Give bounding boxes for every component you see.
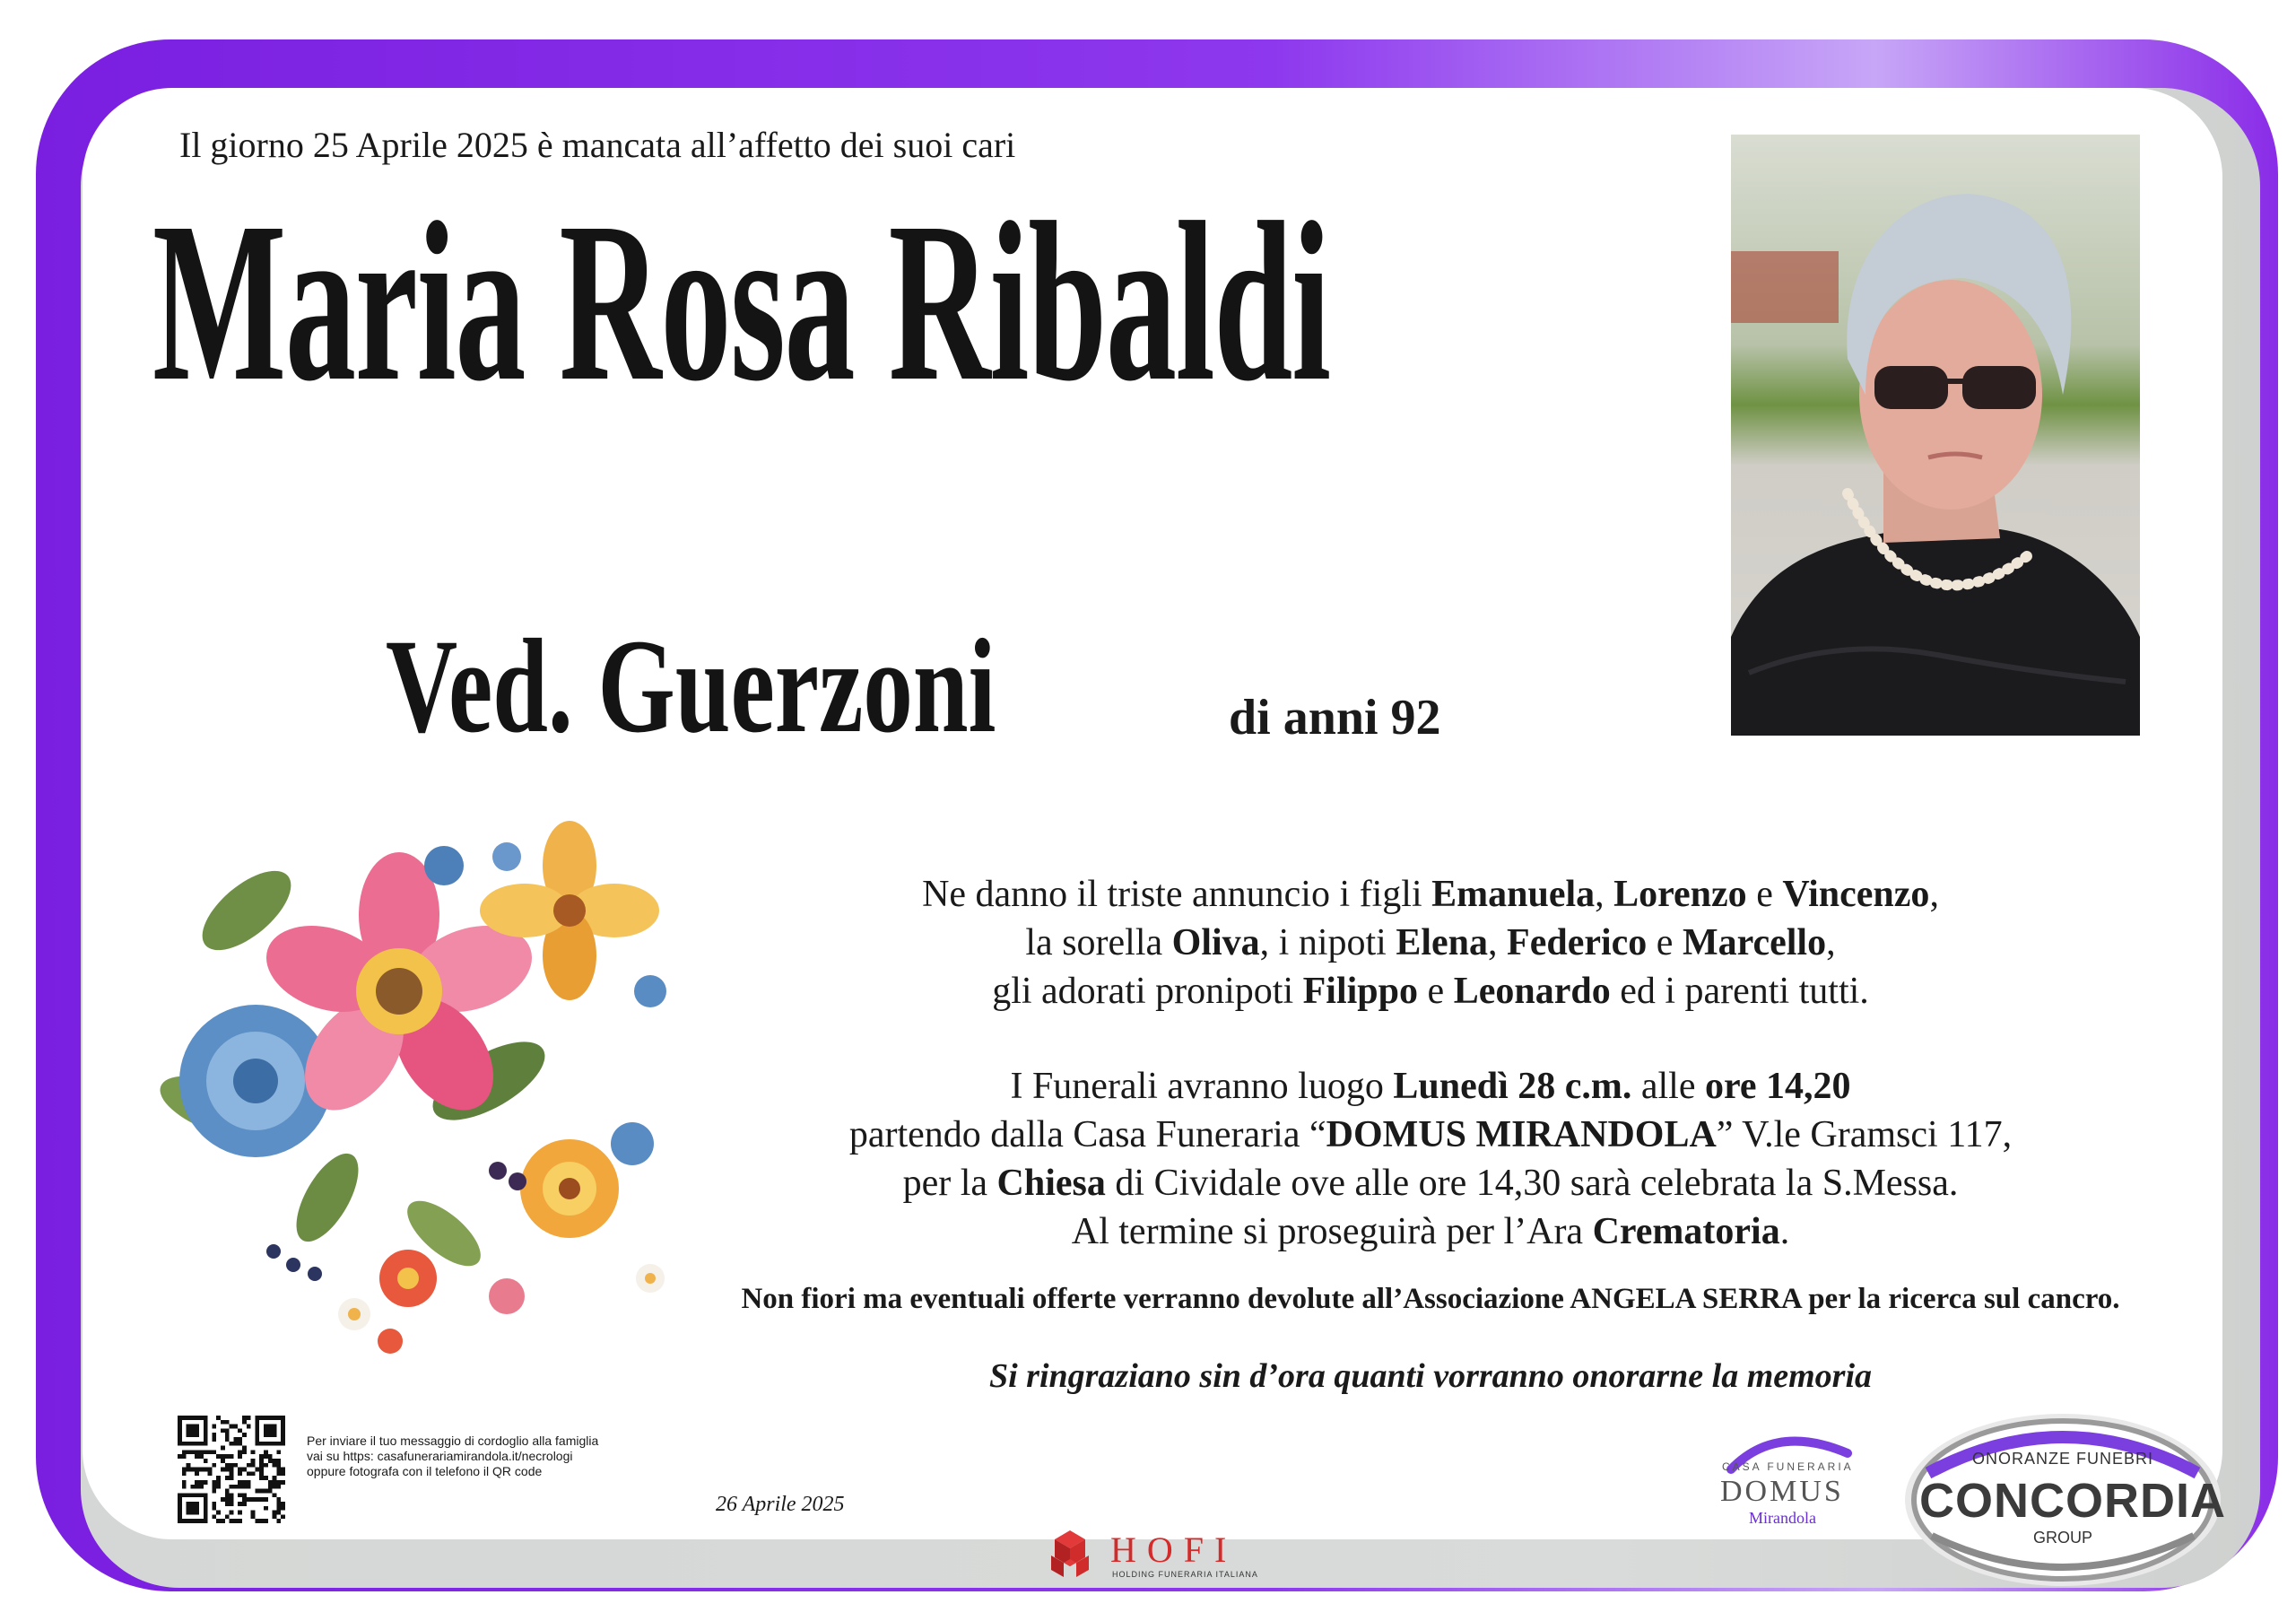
- text-run: ,: [1488, 922, 1508, 963]
- bold-text: Elena: [1396, 922, 1489, 963]
- text-run: e: [1418, 971, 1454, 1012]
- funeral-line: [691, 1062, 2170, 1111]
- text-run: , i nipoti: [1259, 922, 1396, 963]
- bold-text: Oliva: [1171, 922, 1260, 963]
- text-run: partendo dalla Casa Funeraria “: [848, 1114, 1326, 1155]
- text-run: ,: [1595, 874, 1614, 915]
- widow-of: Ved. Guerzoni: [386, 612, 996, 761]
- domus-city: Mirandola: [1749, 1509, 1816, 1527]
- domus-wordmark: DOMUS: [1720, 1475, 1844, 1508]
- text-run: e: [1647, 922, 1683, 963]
- deceased-name: Maria Rosa Ribaldi: [152, 176, 1330, 429]
- bold-text: Vincenzo: [1782, 874, 1930, 915]
- concordia-group-label: GROUP: [2032, 1529, 2092, 1547]
- intro-line: Il giorno 25 Aprile 2025 è mancata all’affetto dei suoi cari: [179, 125, 1016, 165]
- text-run: Ne danno il triste annuncio i figli: [922, 874, 1432, 915]
- funeral-line: [691, 1111, 2170, 1159]
- age-label: di anni 92: [1229, 690, 1441, 745]
- bold-text: Chiesa: [996, 1163, 1106, 1204]
- donation-note: Non fiori ma eventuali offerte verranno devolute all’Associazione ANGELA SERRA per la ricerca sul cancro.: [741, 1283, 2120, 1315]
- announcement-line: [691, 967, 2170, 1015]
- domus-top-label: CASA FUNERARIA: [1722, 1460, 1854, 1473]
- bold-text: Federico: [1507, 922, 1648, 963]
- qr-instruction-line: Per inviare il tuo messaggio di cordoglio alla famiglia: [307, 1434, 599, 1448]
- bold-text: Lorenzo: [1613, 874, 1747, 915]
- funeral-line: [691, 1159, 2170, 1207]
- qr-instruction-line: vai su https: casafunerariamirandola.it/necrologi: [307, 1449, 573, 1463]
- text-run: I Funerali avranno luogo: [1010, 1066, 1394, 1107]
- text-run: gli adorati pronipoti: [992, 971, 1303, 1012]
- hofi-subtitle: HOLDING FUNERARIA ITALIANA: [1112, 1570, 1258, 1579]
- bold-text: Leonardo: [1453, 971, 1611, 1012]
- qr-instruction-line: oppure fotografa con il telefono il QR code: [307, 1464, 543, 1478]
- hofi-wordmark: HOFI: [1110, 1529, 1238, 1570]
- announcement-paragraph: [691, 870, 2170, 1015]
- portrait-photo: [1731, 135, 2140, 736]
- bold-text: Crematoria: [1592, 1211, 1780, 1252]
- bold-text: ore 14,20: [1705, 1066, 1851, 1107]
- portrait-illustration: [1731, 135, 2140, 736]
- bold-text: Filippo: [1302, 971, 1419, 1012]
- qr-code[interactable]: [178, 1416, 285, 1523]
- qr-instructions: [307, 1434, 598, 1479]
- text-run: ” V.le Gramsci 117,: [1716, 1114, 2013, 1155]
- concordia-wordmark: CONCORDIA: [1919, 1474, 2226, 1528]
- text-run: la sorella: [1025, 922, 1172, 963]
- hofi-cube-icon: [1039, 1525, 1101, 1588]
- bold-text: DOMUS MIRANDOLA: [1326, 1114, 1717, 1155]
- text-run: .: [1779, 1211, 1790, 1252]
- funeral-line: [691, 1207, 2170, 1256]
- funeral-paragraph: [691, 1062, 2170, 1256]
- text-run: ,: [1929, 874, 1939, 915]
- thanks-line: Si ringraziano sin d’ora quanti vorranno onorarne la memoria: [988, 1357, 1873, 1395]
- text-run: ,: [1826, 922, 1836, 963]
- bold-text: Emanuela: [1431, 874, 1596, 915]
- text-run: per la: [902, 1163, 997, 1204]
- text-run: e: [1746, 874, 1783, 915]
- text-run: ed i parenti tutti.: [1610, 971, 1869, 1012]
- text-run: alle: [1631, 1066, 1705, 1107]
- bold-text: Lunedì 28 c.m.: [1393, 1066, 1632, 1107]
- concordia-top-label: ONORANZE FUNEBRI: [1971, 1450, 2153, 1468]
- bold-text: Marcello: [1682, 922, 1827, 963]
- announcement-line: [691, 919, 2170, 967]
- publication-date: 26 Aprile 2025: [716, 1493, 845, 1516]
- floral-bouquet-illustration: [148, 812, 695, 1368]
- text-run: di Cividale ove alle ore 14,30 sarà celebrata la S.Messa.: [1105, 1163, 1959, 1204]
- text-run: Al termine si proseguirà per l’Ara: [1071, 1211, 1593, 1252]
- announcement-line: [691, 870, 2170, 919]
